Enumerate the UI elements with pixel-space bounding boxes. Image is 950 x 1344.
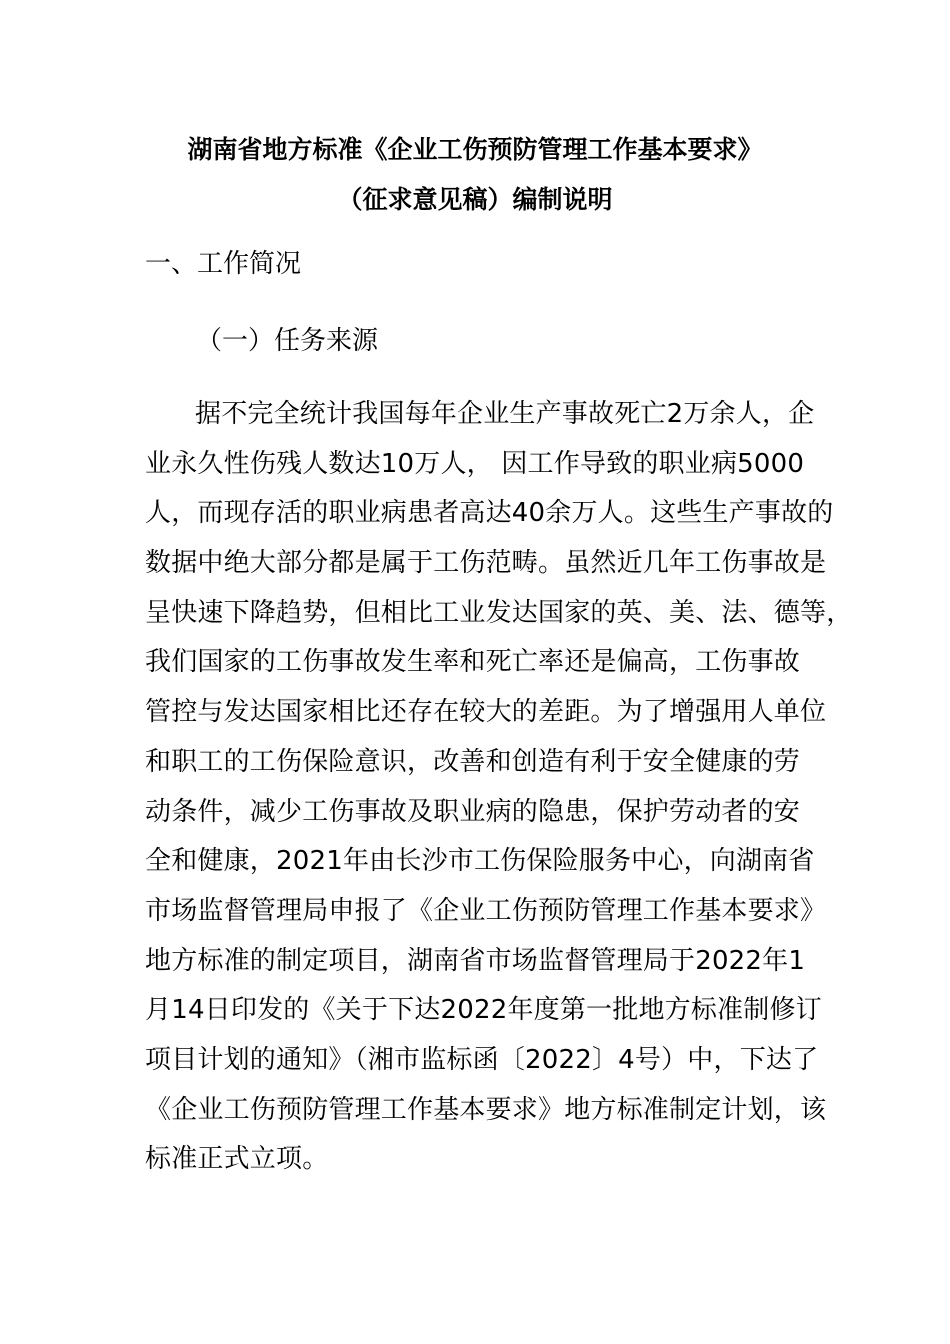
paragraph-line: 业永久性伤残人数达10万人， 因工作导致的职业病5000 bbox=[145, 448, 805, 479]
paragraph-line: 我们国家的工伤事故发生率和死亡率还是偏高，工伤事故 bbox=[145, 647, 801, 678]
paragraph-line: 地方标准的制定项目，湖南省市场监督管理局于2022年1 bbox=[145, 945, 806, 976]
paragraph-line: 标准正式立项。 bbox=[145, 1144, 329, 1175]
paragraph-line: 《企业工伤预防管理工作基本要求》地方标准制定计划，该 bbox=[145, 1094, 827, 1125]
paragraph-line: 全和健康，2021年由长沙市工伤保险服务中心，向湖南省 bbox=[145, 846, 815, 877]
section-heading: 一、工作简况 bbox=[145, 249, 302, 279]
paragraph-line: 数据中绝大部分都是属于工伤范畴。虽然近几年工伤事故是 bbox=[145, 548, 827, 579]
paragraph-line: 人，而现存活的职业病患者高达40余万人。这些生产事故的 bbox=[145, 498, 834, 529]
document-title-line-2: （征求意见稿）编制说明 bbox=[337, 185, 613, 214]
document-title-line-1: 湖南省地方标准《企业工伤预防管理工作基本要求》 bbox=[187, 135, 763, 164]
paragraph-line: 月14日印发的《关于下达2022年度第一批地方标准制修订 bbox=[145, 995, 822, 1026]
paragraph-line: 据不完全统计我国每年企业生产事故死亡2万余人，企 bbox=[195, 399, 815, 429]
paragraph-line: 市场监督管理局申报了《企业工伤预防管理工作基本要求》 bbox=[145, 895, 827, 926]
subsection-heading: （一）任务来源 bbox=[196, 326, 379, 356]
paragraph-line: 呈快速下降趋势，但相比工业发达国家的英、美、法、德等， bbox=[145, 597, 853, 628]
body-paragraph bbox=[145, 390, 853, 1185]
paragraph-line: 和职工的工伤保险意识，改善和创造有利于安全健康的劳 bbox=[145, 746, 801, 777]
paragraph-line: 项目计划的通知》（湘市监标函〔2022〕4号）中，下达了 bbox=[145, 1044, 819, 1075]
paragraph-line: 管控与发达国家相比还存在较大的差距。为了增强用人单位 bbox=[145, 697, 827, 728]
paragraph-line: 动条件，减少工伤事故及职业病的隐患，保护劳动者的安 bbox=[145, 796, 801, 827]
